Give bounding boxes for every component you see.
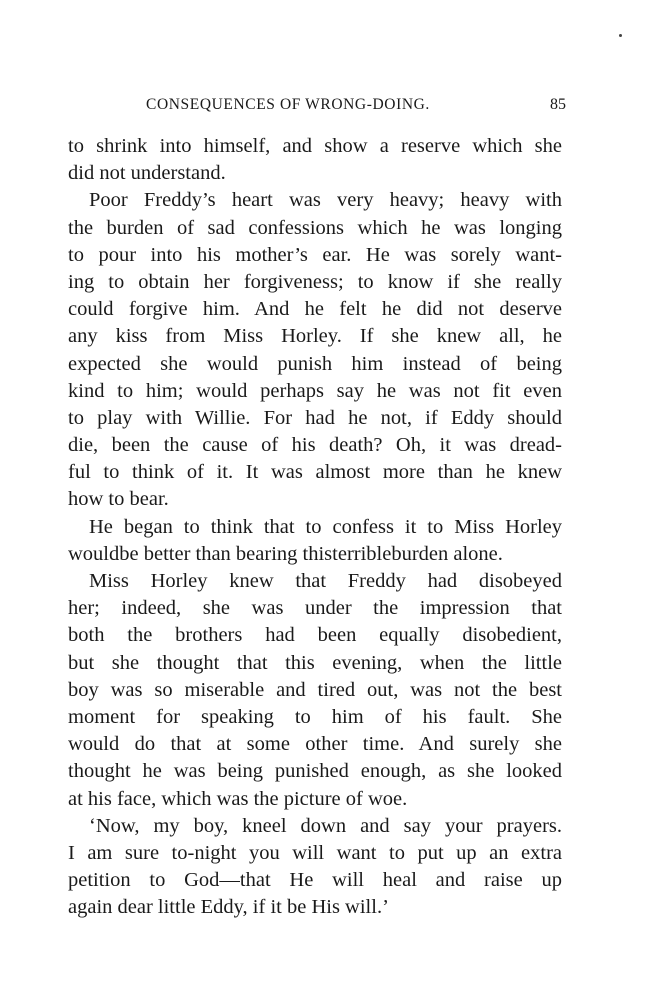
- paragraph-start-line: Miss Horley knew that Freddy had disobeyed: [89, 570, 562, 592]
- paragraph-start-line: Poor Freddy’s heart was very heavy; heavy with: [89, 189, 562, 212]
- text-line: how to bear.: [68, 488, 169, 511]
- body-text: [68, 133, 562, 921]
- paragraph-start-line: ‘Now, my boy, kneel down and say your prayers.: [89, 814, 562, 837]
- text-line: expected she would punish him instead of being: [68, 352, 562, 375]
- text-line: ing to obtain her forgiveness; to know if she really: [68, 270, 562, 293]
- text-line: ful to think of it. It was almost more than he knew: [68, 461, 562, 484]
- text-line: again dear little Eddy, if it be His will.’: [68, 896, 389, 919]
- text-line: did not understand.: [68, 162, 226, 185]
- text-line: to pour into his mother’s ear. He was sorely want-: [68, 243, 562, 266]
- text-line: to play with Willie. For had he not, if Eddy should: [68, 406, 562, 429]
- text-line: thought he was being punished enough, as she looked: [68, 760, 562, 783]
- text-line: the burden of sad confessions which he was longing: [68, 216, 562, 239]
- margin-mark: [619, 34, 622, 37]
- page-number: 85: [550, 96, 566, 113]
- text-line: kind to him; would perhaps say he was not fit even: [68, 379, 562, 402]
- text-line: moment for speaking to him of his fault. She: [68, 705, 562, 728]
- text-line: could forgive him. And he felt he did not deserve: [68, 298, 562, 321]
- text-line: boy was so miserable and tired out, was not the best: [68, 678, 562, 701]
- text-line: but she thought that this evening, when the little: [68, 651, 562, 674]
- text-line: I am sure to-night you will want to put up an extra: [68, 841, 562, 864]
- text-line: would do that at some other time. And surely she: [68, 733, 562, 756]
- text-line: at his face, which was the picture of woe.: [68, 787, 408, 810]
- text-line: any kiss from Miss Horley. If she knew all, he: [68, 325, 562, 348]
- text-line: wouldbe better than bearing thisterribleburden alone.: [68, 542, 503, 565]
- text-line: petition to God—that He will heal and raise up: [68, 869, 562, 892]
- text-line: to shrink into himself, and show a reserve which she: [68, 135, 562, 157]
- running-title: CONSEQUENCES OF WRONG-DOING.: [146, 96, 430, 113]
- text-line: die, been the cause of his death? Oh, it was dread-: [68, 434, 562, 457]
- paragraph-start-line: He began to think that to confess it to Miss Horley: [89, 515, 562, 538]
- running-head: [68, 96, 566, 118]
- text-line: both the brothers had been equally disobedient,: [68, 624, 562, 647]
- text-line: her; indeed, she was under the impression that: [68, 597, 562, 620]
